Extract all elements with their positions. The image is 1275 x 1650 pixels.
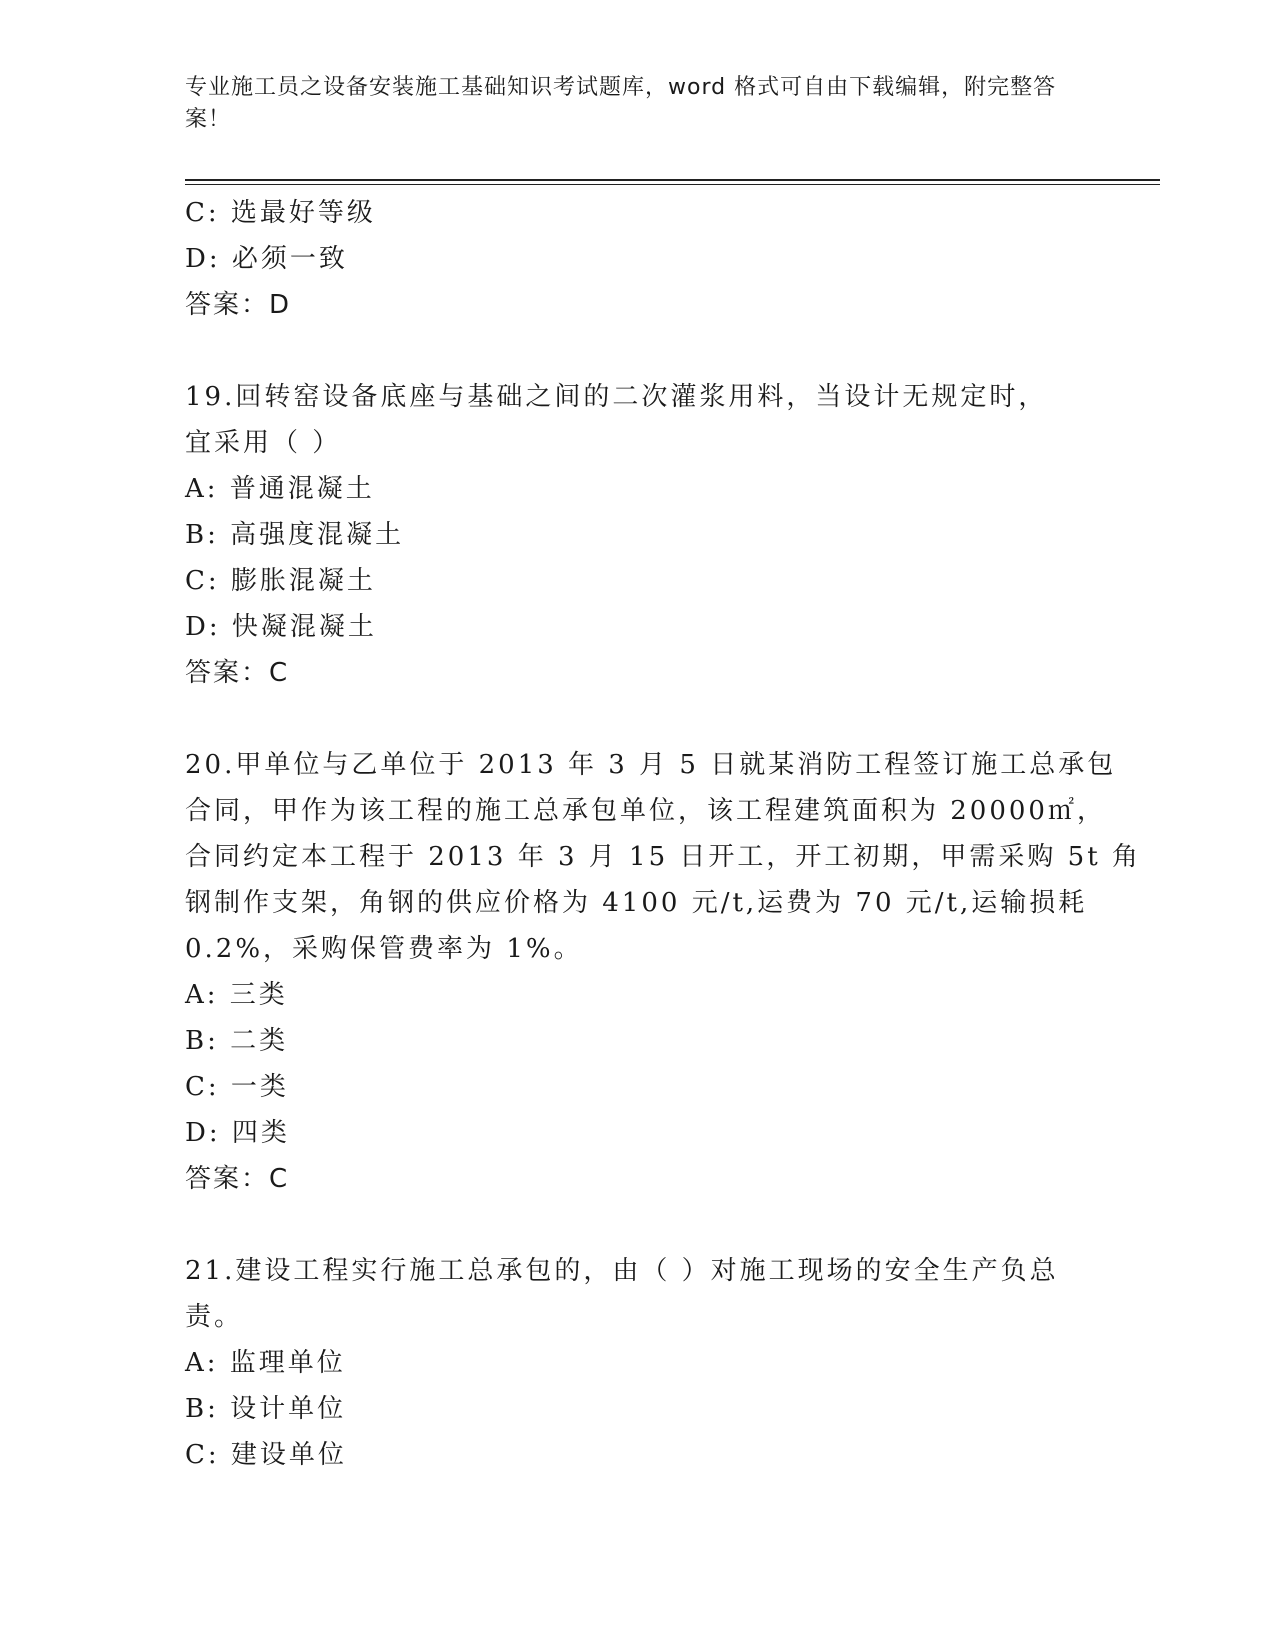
option-c: C: 一类 xyxy=(185,1072,289,1102)
option-b: B: 高强度混凝土 xyxy=(185,520,405,550)
option-d: D: 快凝混凝土 xyxy=(185,612,377,642)
document-header: 专业施工员之设备安装施工基础知识考试题库，word 格式可自由下载编辑，附完整答案！ xyxy=(185,75,1057,132)
question-20 xyxy=(185,742,1141,1202)
question-list xyxy=(185,190,1141,1478)
option-c: C: 选最好等级 xyxy=(185,198,376,228)
option-b: B: 二类 xyxy=(185,1026,289,1056)
header-rule-thin xyxy=(185,184,1160,185)
question-stem-line: 0.2%，采购保管费率为 1%。 xyxy=(185,934,583,964)
header-rule-thick xyxy=(185,179,1160,181)
option-d: D: 四类 xyxy=(185,1118,290,1148)
option-a: A: 三类 xyxy=(185,980,288,1010)
answer: 答案：C xyxy=(185,1164,290,1194)
spacer xyxy=(185,328,1085,374)
question-21 xyxy=(185,1248,1085,1478)
question-stem: 21.建设工程实行施工总承包的，由（ ）对施工现场的安全生产负总责。 xyxy=(185,1256,1059,1332)
answer: 答案：C xyxy=(185,658,290,688)
option-d: D: 必须一致 xyxy=(185,244,348,274)
question-stem-line: 合同约定本工程于 2013 年 3 月 15 日开工，开工初期，甲需采购 5t 角 xyxy=(185,842,1141,872)
spacer xyxy=(185,696,1085,742)
question-18 xyxy=(185,190,1085,328)
question-stem-line: 钢制作支架，角钢的供应价格为 4100 元/t,运费为 70 元/t,运输损耗 xyxy=(185,888,1088,918)
question-stem-line: 合同，甲作为该工程的施工总承包单位，该工程建筑面积为 20000㎡， xyxy=(185,796,1106,826)
question-stem-line: 20.甲单位与乙单位于 2013 年 3 月 5 日就某消防工程签订施工总承包 xyxy=(185,750,1117,780)
question-stem: 19.回转窑设备底座与基础之间的二次灌浆用料，当设计无规定时，宜采用（ ） xyxy=(185,382,1048,458)
question-19 xyxy=(185,374,1085,696)
answer: 答案：D xyxy=(185,290,292,320)
option-b: B: 设计单位 xyxy=(185,1394,347,1424)
option-a: A: 普通混凝土 xyxy=(185,474,375,504)
option-c: C: 建设单位 xyxy=(185,1440,347,1470)
spacer xyxy=(185,1202,1085,1248)
option-a: A: 监理单位 xyxy=(185,1348,346,1378)
option-c: C: 膨胀混凝土 xyxy=(185,566,376,596)
